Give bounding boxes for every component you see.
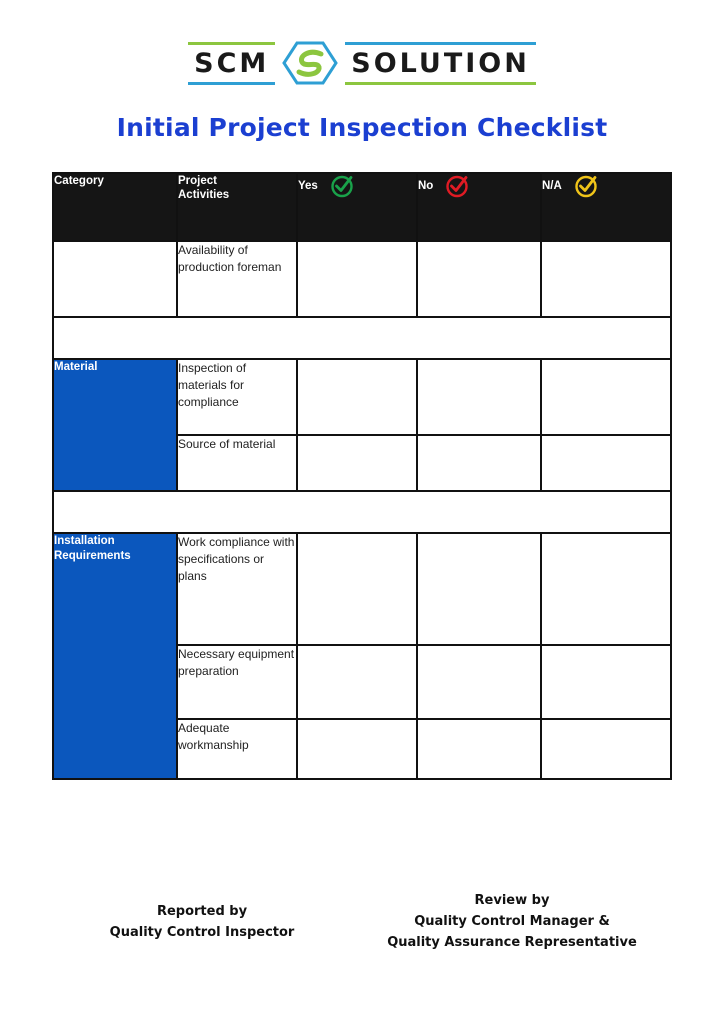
na-checkbox-cell[interactable] <box>541 359 671 435</box>
table-header <box>53 173 671 241</box>
activity-cell: Adequate workmanship <box>177 719 297 779</box>
table-row <box>53 359 671 435</box>
column-header-activities-line2: Activities <box>178 189 230 202</box>
column-header-activities-line1: Project <box>178 175 217 187</box>
green-check-circle-icon <box>330 174 354 198</box>
logo-text-scm: SCM <box>194 47 270 79</box>
logo-right-group <box>345 42 536 85</box>
no-checkbox-cell[interactable] <box>417 719 541 779</box>
column-header-na <box>541 173 671 241</box>
review-by-block <box>352 890 672 953</box>
na-checkbox-cell[interactable] <box>541 241 671 317</box>
na-checkbox-cell[interactable] <box>541 719 671 779</box>
activity-cell: Inspection of materials for compliance <box>177 359 297 435</box>
na-checkbox-cell[interactable] <box>541 645 671 719</box>
reported-by-role: Quality Control Inspector <box>109 925 295 941</box>
no-checkbox-cell[interactable] <box>417 645 541 719</box>
table-body <box>53 241 671 779</box>
table-spacer-row <box>53 491 671 533</box>
yes-checkbox-cell[interactable] <box>297 435 417 491</box>
no-checkbox-cell[interactable] <box>417 533 541 645</box>
column-header-yes <box>297 173 417 241</box>
review-by-role-1: Quality Control Manager & <box>414 914 610 930</box>
signature-footer <box>52 890 672 953</box>
column-header-no-label: No <box>418 179 434 192</box>
reported-by-label: Reported by <box>156 904 248 919</box>
yellow-check-circle-icon <box>574 174 598 198</box>
table-spacer-row <box>53 317 671 359</box>
yes-checkbox-cell[interactable] <box>297 533 417 645</box>
logo-rule-green-bottom <box>345 82 536 85</box>
na-checkbox-cell[interactable] <box>541 435 671 491</box>
no-checkbox-cell[interactable] <box>417 359 541 435</box>
reported-by-block <box>52 890 352 943</box>
logo-rule-blue-bottom <box>188 82 275 85</box>
na-checkbox-cell[interactable] <box>541 533 671 645</box>
yes-checkbox-cell[interactable] <box>297 359 417 435</box>
spacer-cell <box>53 317 671 359</box>
column-header-yes-label: Yes <box>298 179 318 192</box>
table-row <box>53 241 671 317</box>
brand-logo <box>0 40 724 86</box>
table-header-row <box>53 173 671 241</box>
review-by-role-2: Quality Assurance Representative <box>387 935 637 951</box>
category-cell-empty <box>53 241 177 317</box>
activity-cell: Availability of production foreman <box>177 241 297 317</box>
yes-checkbox-cell[interactable] <box>297 241 417 317</box>
review-by-label: Review by <box>474 893 550 908</box>
yes-checkbox-cell[interactable] <box>297 719 417 779</box>
checklist-table <box>52 172 672 780</box>
no-checkbox-cell[interactable] <box>417 435 541 491</box>
column-header-activities <box>177 173 297 241</box>
category-cell-installation-requirements: Installation Requirements <box>53 533 177 779</box>
logo-left-group <box>188 42 275 85</box>
checklist-table-wrapper <box>52 172 670 780</box>
column-header-no <box>417 173 541 241</box>
yes-checkbox-cell[interactable] <box>297 645 417 719</box>
activity-cell: Work compliance with specifications or plans <box>177 533 297 645</box>
logo-text-solution: SOLUTION <box>351 47 530 79</box>
column-header-category-label: Category <box>54 175 104 187</box>
spacer-cell <box>53 491 671 533</box>
table-row <box>53 533 671 645</box>
column-header-na-label: N/A <box>542 179 562 192</box>
page-title: Initial Project Inspection Checklist <box>116 113 608 142</box>
red-check-circle-icon <box>445 174 469 198</box>
activity-cell: Source of material <box>177 435 297 491</box>
category-cell-material: Material <box>53 359 177 491</box>
column-header-category <box>53 173 177 241</box>
activity-cell: Necessary equipment preparation <box>177 645 297 719</box>
hexagon-swoosh-logo-mark <box>281 40 339 86</box>
no-checkbox-cell[interactable] <box>417 241 541 317</box>
